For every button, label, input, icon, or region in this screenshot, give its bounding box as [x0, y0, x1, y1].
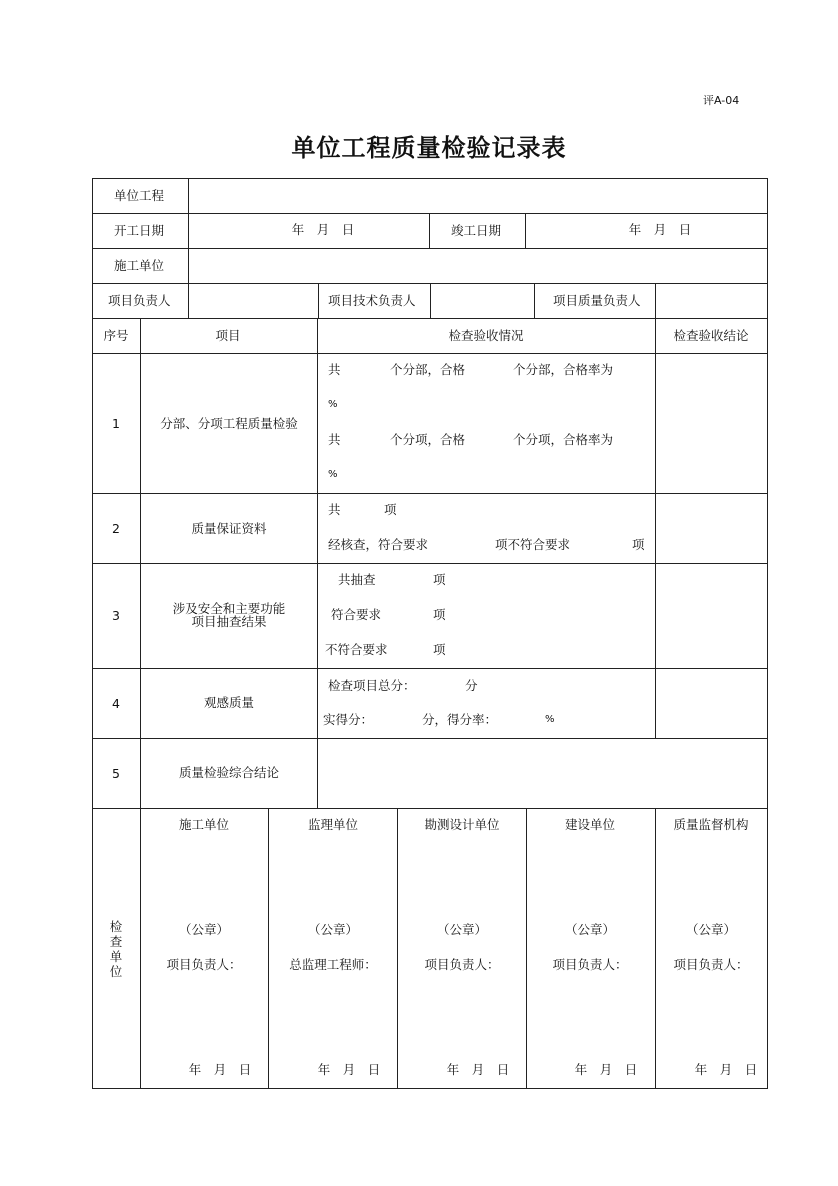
comprehensive-conclusion-field[interactable] — [321, 743, 763, 803]
row-text: 共 — [328, 362, 341, 377]
row-text: 个分项，合格率为 — [513, 432, 614, 447]
row-item: 观感质量 — [203, 695, 255, 710]
conclusion-field[interactable] — [659, 673, 763, 733]
row-text: 个分项，合格 — [390, 432, 466, 447]
end-date-label: 竣工日期 — [451, 223, 502, 238]
row-text: 分 — [465, 678, 478, 693]
grid-line — [92, 178, 93, 1089]
inspection-units-label: 检查单位 — [109, 919, 123, 979]
grid-line — [92, 668, 768, 669]
row-item: 分部、分项工程质量检验 — [160, 416, 298, 431]
unit-name: 施工单位 — [178, 817, 230, 832]
row-item — [173, 602, 286, 628]
grid-line — [92, 353, 768, 354]
column-header-item: 项目 — [215, 328, 241, 343]
grid-line — [92, 178, 768, 179]
grid-line — [534, 283, 535, 318]
grid-line — [525, 213, 526, 248]
seal-text: （公章） — [307, 922, 359, 937]
row-text: 共抽查 — [338, 572, 376, 587]
row-text: 项不符合要求 — [495, 537, 571, 552]
signer-label: 项目负责人： — [424, 957, 500, 972]
row-text: 检查项目总分： — [328, 678, 416, 693]
grid-line — [92, 213, 768, 214]
row-number: 3 — [112, 608, 120, 623]
row-text: 项 — [384, 502, 397, 517]
conclusion-field[interactable] — [659, 568, 763, 663]
row-text: % — [328, 469, 338, 480]
quality-manager-field[interactable] — [659, 295, 763, 309]
unit-project-field[interactable] — [192, 190, 762, 204]
grid-line — [655, 318, 656, 738]
row-text: 不符合要求 — [325, 642, 388, 657]
grid-line — [767, 178, 768, 1089]
row-text: 项 — [632, 537, 645, 552]
grid-line — [526, 808, 527, 1088]
signer-label: 总监理工程师： — [289, 957, 377, 972]
grid-line — [140, 318, 141, 1088]
row-text: % — [328, 399, 338, 410]
grid-line — [268, 808, 269, 1088]
grid-line — [92, 563, 768, 564]
project-manager-label: 项目负责人 — [108, 293, 171, 308]
signer-label: 项目负责人： — [166, 957, 242, 972]
grid-line — [92, 318, 768, 319]
row-item-line: 项目抽查结果 — [191, 614, 267, 629]
unit-name: 监理单位 — [307, 817, 359, 832]
row-item: 质量保证资料 — [191, 521, 267, 536]
seal-text: （公章） — [178, 922, 230, 937]
row-number: 5 — [112, 766, 120, 781]
sign-date: 年 月 日 — [317, 1062, 381, 1077]
grid-line — [655, 283, 656, 318]
sign-date: 年 月 日 — [574, 1062, 638, 1077]
row-text: % — [545, 714, 555, 725]
grid-line — [92, 808, 768, 809]
unit-name: 勘测设计单位 — [424, 817, 500, 832]
grid-line — [655, 808, 656, 1088]
row-text: 项 — [433, 572, 446, 587]
row-text: 经核查，符合要求 — [328, 537, 429, 552]
unit-project-label: 单位工程 — [114, 188, 165, 203]
sign-date: 年 月 日 — [446, 1062, 510, 1077]
grid-line — [92, 493, 768, 494]
conclusion-field[interactable] — [659, 498, 763, 558]
quality-manager-label: 项目质量负责人 — [553, 293, 641, 308]
row-text: 个分部，合格率为 — [513, 362, 614, 377]
end-date-field[interactable]: 年 月 日 — [628, 222, 692, 237]
row-text: 共 — [328, 502, 341, 517]
row-text: 项 — [433, 642, 446, 657]
construction-unit-label: 施工单位 — [114, 258, 165, 273]
page-title: 单位工程质量检验记录表 — [291, 134, 567, 162]
row-item: 质量检验综合结论 — [178, 765, 280, 780]
seal-text: （公章） — [564, 922, 616, 937]
grid-line — [92, 1088, 768, 1089]
seal-text: （公章） — [685, 922, 737, 937]
row-text: 个分部，合格 — [390, 362, 466, 377]
signer-label: 项目负责人： — [552, 957, 628, 972]
unit-name: 建设单位 — [564, 817, 616, 832]
conclusion-field[interactable] — [659, 358, 763, 488]
tech-manager-field[interactable] — [434, 295, 529, 309]
grid-line — [188, 178, 189, 318]
grid-line — [397, 808, 398, 1088]
row-text: 符合要求 — [331, 607, 382, 622]
unit-name: 质量监督机构 — [673, 817, 749, 832]
sign-date: 年 月 日 — [188, 1062, 252, 1077]
row-text: 分，得分率： — [422, 712, 498, 727]
row-number: 2 — [112, 521, 120, 536]
grid-line — [317, 318, 318, 808]
grid-line — [430, 283, 431, 318]
start-date-label: 开工日期 — [114, 223, 165, 238]
form-code: 评A-04 — [703, 94, 740, 107]
start-date-field[interactable]: 年 月 日 — [291, 222, 355, 237]
row-number: 4 — [112, 696, 120, 711]
row-text: 共 — [328, 432, 341, 447]
column-header-inspection: 检查验收情况 — [448, 328, 524, 343]
sign-date: 年 月 日 — [694, 1062, 758, 1077]
grid-line — [429, 213, 430, 248]
row-number: 1 — [112, 416, 120, 431]
grid-line — [318, 283, 319, 318]
grid-line — [92, 738, 768, 739]
column-header-no: 序号 — [103, 328, 129, 343]
grid-line — [92, 248, 768, 249]
signer-label: 项目负责人： — [673, 957, 749, 972]
construction-unit-field[interactable] — [192, 260, 762, 274]
tech-manager-label: 项目技术负责人 — [328, 293, 416, 308]
project-manager-field[interactable] — [192, 295, 312, 309]
column-header-conclusion: 检查验收结论 — [673, 328, 749, 343]
row-text: 实得分： — [323, 712, 374, 727]
row-item-line: 涉及安全和主要功能 — [172, 601, 286, 616]
seal-text: （公章） — [436, 922, 488, 937]
row-text: 项 — [433, 607, 446, 622]
quality-record-form — [92, 178, 768, 1089]
